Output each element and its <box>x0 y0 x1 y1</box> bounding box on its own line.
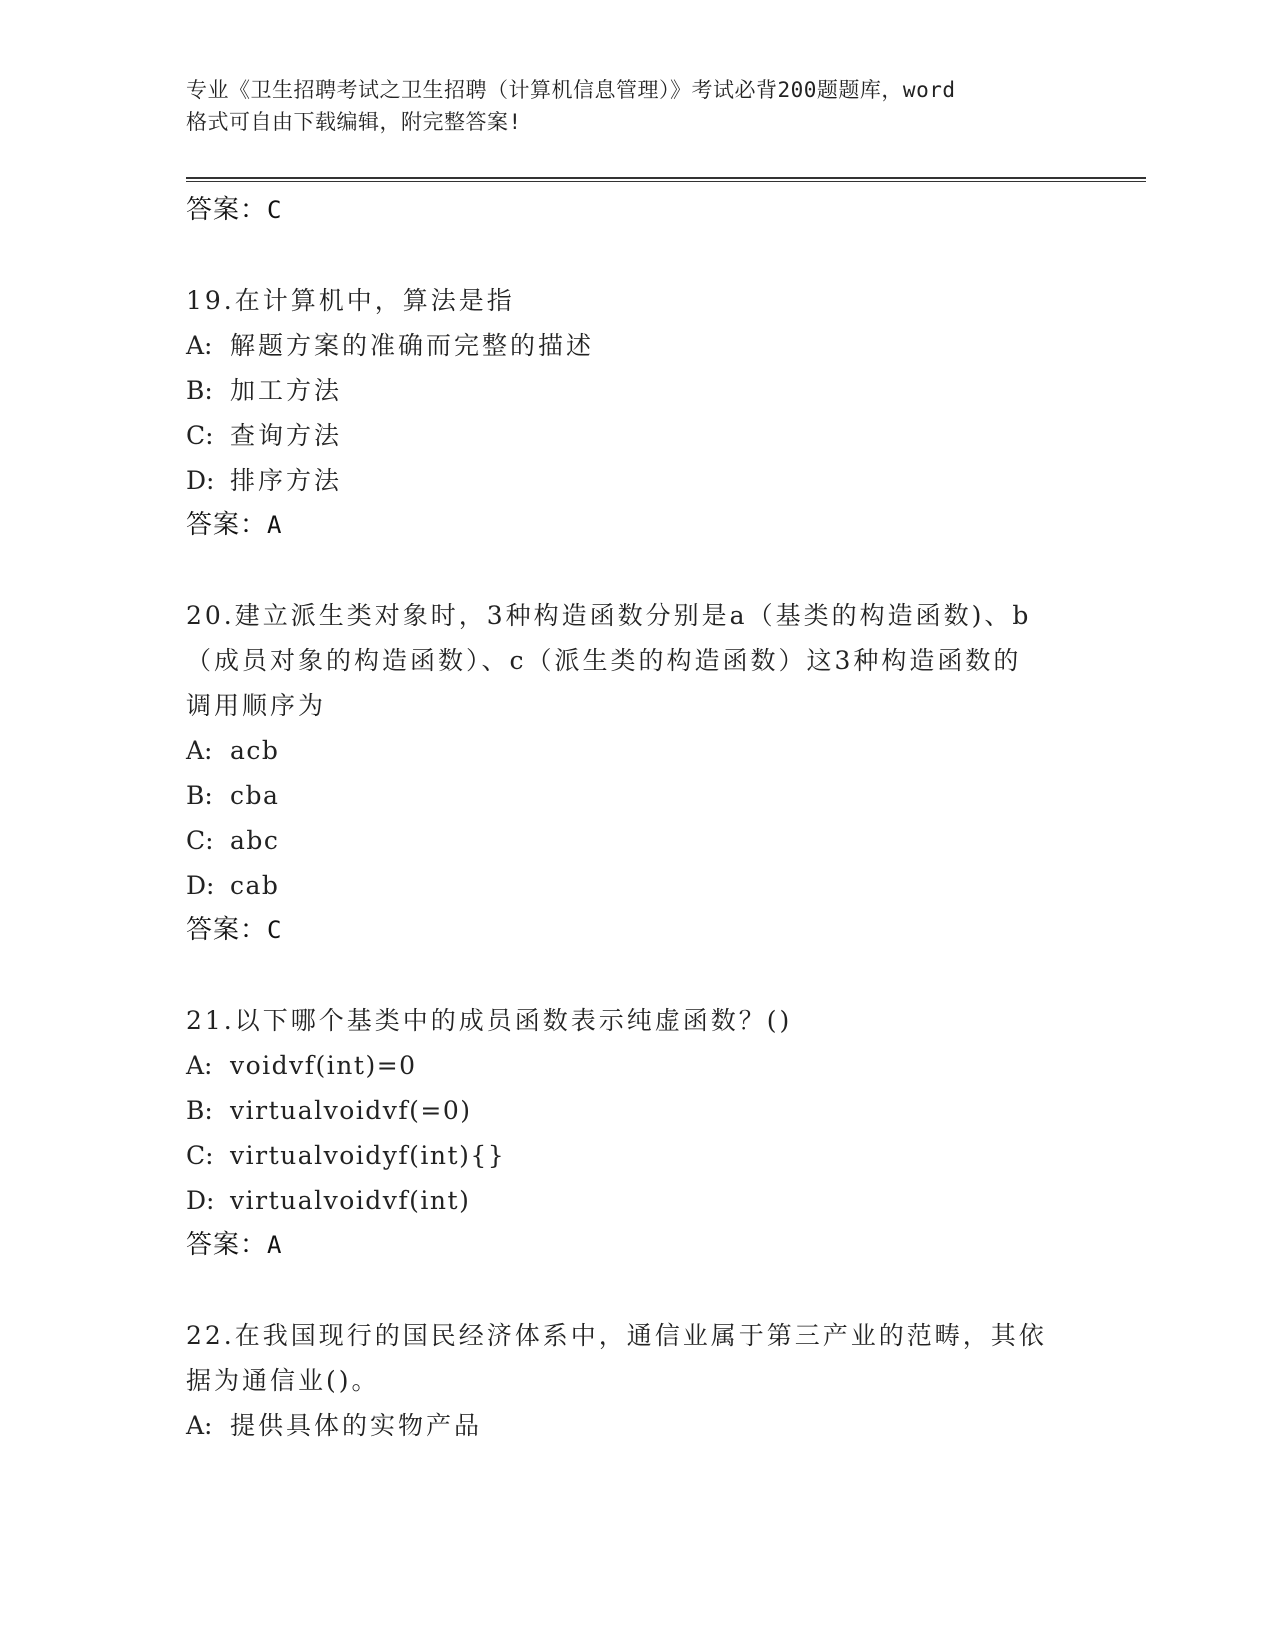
answer-value: C <box>267 916 283 944</box>
option-text: 提供具体的实物产品 <box>230 1411 483 1440</box>
option-d <box>186 863 1086 908</box>
document-header <box>186 74 1086 138</box>
answer-label: 答案： <box>186 195 268 225</box>
question-stem-line-1: 20.建立派生类对象时，3种构造函数分别是a（基类的构造函数)、b <box>186 601 1032 630</box>
question-stem-line-1: 22.在我国现行的国民经济体系中，通信业属于第三产业的范畴，其依 <box>186 1321 1047 1350</box>
option-letter: C: <box>186 1141 214 1170</box>
option-c <box>186 1133 1086 1178</box>
option-d <box>186 458 1086 503</box>
option-c <box>186 413 1086 458</box>
option-letter: D: <box>186 1186 215 1215</box>
option-letter: D: <box>186 871 215 900</box>
option-d <box>186 1178 1086 1223</box>
option-text: cba <box>230 781 280 810</box>
option-text: 排序方法 <box>230 466 343 495</box>
answer-label: 答案： <box>186 510 268 540</box>
question-list <box>186 188 1086 1448</box>
option-letter: C: <box>186 421 214 450</box>
header-line-1: 专业《卫生招聘考试之卫生招聘（计算机信息管理）》考试必背200题题库，word <box>186 78 956 102</box>
option-letter: C: <box>186 826 214 855</box>
question-21 <box>186 998 1086 1267</box>
option-letter: A: <box>186 736 213 765</box>
option-letter: B: <box>186 1096 213 1125</box>
option-letter: D: <box>186 466 215 495</box>
option-text: 查询方法 <box>230 421 343 450</box>
option-b <box>186 368 1086 413</box>
option-c <box>186 818 1086 863</box>
answer-value: A <box>267 511 283 539</box>
option-text: abc <box>230 826 280 855</box>
option-text: 加工方法 <box>230 376 343 405</box>
option-text: virtualvoidyf(int){} <box>230 1141 506 1170</box>
question-20 <box>186 593 1086 952</box>
question-stem: 19.在计算机中，算法是指 <box>186 286 515 315</box>
option-text: voidvf(int)=0 <box>230 1051 417 1080</box>
question-stem: 21.以下哪个基类中的成员函数表示纯虚函数？() <box>186 1006 793 1035</box>
option-text: cab <box>230 871 280 900</box>
option-letter: A: <box>186 1051 213 1080</box>
answer-line <box>186 908 1086 952</box>
header-divider <box>186 177 1146 182</box>
option-letter: A: <box>186 331 213 360</box>
option-letter: B: <box>186 376 213 405</box>
answer-line <box>186 503 1086 547</box>
option-text: virtualvoidvf(int) <box>230 1186 471 1215</box>
question-stem-line-2: （成员对象的构造函数）、c（派生类的构造函数）这3种构造函数的 <box>186 646 1022 675</box>
answer-line <box>186 188 1086 232</box>
question-stem-line-3: 调用顺序为 <box>186 691 327 720</box>
answer-label: 答案： <box>186 915 268 945</box>
answer-value: A <box>267 1231 283 1259</box>
question-19 <box>186 278 1086 547</box>
option-a <box>186 1043 1086 1088</box>
question-stem-line-2: 据为通信业()。 <box>186 1366 380 1395</box>
answer-line <box>186 1223 1086 1267</box>
answer-value: C <box>267 196 283 224</box>
option-a <box>186 1403 1086 1448</box>
option-text: virtualvoidvf(=0) <box>230 1096 472 1125</box>
option-letter: B: <box>186 781 213 810</box>
option-b <box>186 773 1086 818</box>
option-a <box>186 323 1086 368</box>
option-a <box>186 728 1086 773</box>
option-text: acb <box>230 736 280 765</box>
header-line-2: 格式可自由下载编辑，附完整答案! <box>186 110 522 134</box>
option-text: 解题方案的准确而完整的描述 <box>230 331 595 360</box>
option-letter: A: <box>186 1411 213 1440</box>
answer-label: 答案： <box>186 1230 268 1260</box>
question-22 <box>186 1313 1086 1448</box>
option-b <box>186 1088 1086 1133</box>
